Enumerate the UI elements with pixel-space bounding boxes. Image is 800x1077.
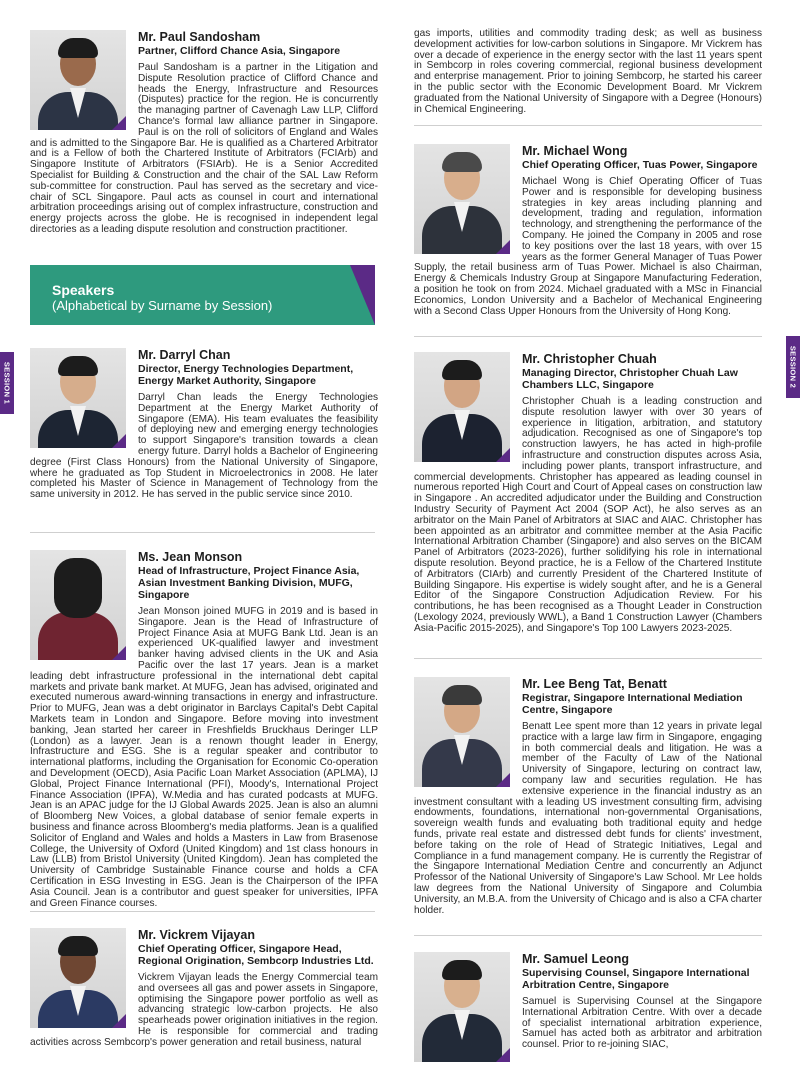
wong-photo <box>414 144 510 254</box>
banner-subtitle: (Alphabetical by Surname by Session) <box>52 298 273 313</box>
speaker-chan <box>30 348 378 501</box>
speaker-vijayan-continued <box>414 29 762 115</box>
divider <box>414 336 762 337</box>
speaker-role: Supervising Counsel, Singapore International Arbitration Centre, Singapore <box>522 967 750 991</box>
session-1-tab: SESSION 1 <box>0 352 14 414</box>
speaker-role: Director, Energy Technologies Department, Energy Market Authority, Singapore <box>138 363 354 387</box>
speaker-name: Mr. Darryl Chan <box>138 348 231 362</box>
speaker-sandosham <box>30 30 378 236</box>
speaker-chuah <box>414 352 762 635</box>
speaker-role: Partner, Clifford Chance Asia, Singapore <box>138 45 341 57</box>
speaker-bio: Darryl Chan leads the Energy Technologies Department at the Energy Market Authority of Singapore (EMA). His team evaluates the feasibility of deploying new and emerging energy technologies to support Singapore's transition towards a clean energy future. Darryl holds a Bachelor of Engineering degree (First Class Honours) from the National University of Singapore, where he graduated as Top Student in Microelectronics in 2008. He later completed his Master of Science in Management of Technology from the same university in 2012. He has served in the public service since 2010. <box>30 392 378 501</box>
speakers-banner <box>30 265 375 325</box>
session-2-tab: SESSION 2 <box>786 336 800 398</box>
leong-photo <box>414 952 510 1062</box>
sandosham-photo <box>30 30 126 130</box>
divider <box>414 125 762 126</box>
monson-photo <box>30 550 126 660</box>
speaker-leong <box>414 952 762 1066</box>
speaker-bio: Jean Monson joined MUFG in 2019 and is based in Singapore. Jean is the Head of Infrastructure of Project Finance Asia at MUFG Bank Ltd. Jean is an experienced UK-qualified lawyer and investment banker having advised clients in the UK and Asia Pacific over the last 17 years. Jean is a market leading debt infrastructure professional in the international debt capital markets and private bank market. At MUFG, Jean has advised, originated and executed numerous award-winning transactions in energy and infrastructure. Prior to MUFG, Jean was a debt originator in Barclays Capital's Debt Capital Markets team in London and Singapore. Before moving into investment banking, Jean started her career in Freshfields Bruckhaus Deringer LLP (London) as a lawyer. Jean is a renown thought leader in Energy, Infrastructure and ESG. She is a regular speaker and contributor to international platforms, including the Organisation for Economic Co-operation and Development (OECD), Asia Pacific Loan Market Association (APLMA), IJ Global, Project Finance International (PFI), Moody's, International Project Finance Association (IPFA), W.Media and has curated podcasts at MUFG. Jean is an APAC judge for the IJ Global Awards 2025. Jean is also an alumni of Bloomberg New Voices, a global database of senior female experts in business and finance across Bloomberg's media platforms. Jean is a qualified Solicitor of England and Wales and holds a Masters in Law from Brasenose College, the University of Oxford (United Kingdom) and 1st class honours in Law (LLB) from Bristol University (United Kingdom). Jean has completed the University of Cambridge Sustainable Finance course and holds a CFA Certification in ESG Investing in ESG. Jean is the Chairperson of the IPFA Asia Council. Jean is a contributor and guest speaker for universities, IPFA and Green Finance courses. <box>30 606 378 909</box>
vijayan-photo <box>30 928 126 1028</box>
divider <box>414 935 762 936</box>
speaker-role: Chief Operating Officer, Singapore Head, Regional Origination, Sembcorp Industries Ltd. <box>138 943 374 967</box>
speaker-bio: Vickrem Vijayan leads the Energy Commercial team and oversees all gas and power assets in Singapore, optimising the Singapore power portfolio as well as advancing strategic low-carbon projects. He also spearheads power origination initiatives in the region. He is responsible for commercial and trading activities across Sembcorp's power generation and retail business, natural <box>30 972 378 1048</box>
speaker-name: Mr. Lee Beng Tat, Benatt <box>522 677 667 691</box>
speaker-name: Ms. Jean Monson <box>138 550 243 564</box>
chan-photo <box>30 348 126 448</box>
speaker-role: Head of Infrastructure, Project Finance Asia, Asian Investment Banking Division, MUFG, Singapore <box>138 565 360 601</box>
speaker-bio: Benatt Lee spent more than 12 years in private legal practice with a large law firm in Singapore, engaging in both commercial deals and litigation. He was a member of the Faculty of Law of the National University of Singapore, lecturing on contract law, company law and securities regulation. He has extensive experience in the financial industry as an investment consultant with a leading US investment consulting firm, advising endowments, foundations, international non-governmental Organisations, sovereign wealth funds and evaluating both traditional equity and hedge funds, private real estate and distressed debt funds for clients' investment, before taking on the role of Head of Strategic Initiatives, Legal and Compliance in a fund management company. He is currently the Registrar of the Singapore International Mediation Centre and concurrently an Adjunct Professor of the National University of Singapore's Law School. Mr Lee holds law degrees from the National University of Singapore and Columbia University, an M.B.A. from the University of Chicago and is also a CFA charter holder. <box>414 721 762 916</box>
lee-photo <box>414 677 510 787</box>
banner-title: Speakers <box>52 282 115 298</box>
speaker-bio: Samuel is Supervising Counsel at the Singapore International Arbitration Centre. With over a decade of specialist international arbitration experience, Samuel has acted both as arbitrator and arbitration counsel. Prior to re-joining SIAC, <box>522 996 762 1051</box>
speaker-bio-continued: gas imports, utilities and commodity trading desk; as well as business development activities for low-carbon solutions in Singapore. Mr Vickrem has over a decade of experience in the energy sector with the last 11 years spent in Sembcorp in roles covering commercial, regional business development and enterprise management. Prior to joining Sembcorp, he started his career in the public sector with the Economic Development Board. Mr Vickrem graduated from the National University of Singapore with a Degree (Honours) in Chemical Engineering. <box>414 28 762 115</box>
speaker-name: Mr. Michael Wong <box>522 144 628 158</box>
divider <box>414 658 762 659</box>
speaker-monson <box>30 550 378 909</box>
divider <box>30 532 375 533</box>
speaker-vijayan <box>30 928 378 1049</box>
speaker-role: Chief Operating Officer, Tuas Power, Singapore <box>522 159 758 171</box>
divider <box>30 911 375 912</box>
speaker-name: Mr. Vickrem Vijayan <box>138 928 255 942</box>
speaker-bio: Paul Sandosham is a partner in the Litigation and Dispute Resolution practice of Clifford Chance and heads the Energy, Infrastructure and Resources (Disputes) practice for the region. He is concurrently the managing partner of Cavenagh Law LLP, Clifford Chance's formal law alliance partner in Singapore. Paul is on the roll of solicitors of England and Wales and is admitted to the Singapore Bar. He is qualified as a Chartered Arbitrator and is a Fellow of both the Chartered Institute of Arbitrators (FCIArb) and Singapore Institute of Arbitrators (FSIArb). He is a Senior Accredited Specialist for Building & Construction and the chair of the SAL Law Reform sub-committee for construction. Paul has served as the secretary and vice-chair of SCL Singapore. Paul acts as counsel in court and international arbitration proceedings arising out of complex infrastructure, construction and energy projects across the globe. He is recognised in independent legal directories as a leading dispute resolution and construction practitioner. <box>30 62 378 235</box>
speaker-wong <box>414 144 762 317</box>
speaker-name: Mr. Paul Sandosham <box>138 30 261 44</box>
speaker-bio: Christopher Chuah is a leading construction and dispute resolution lawyer with over 30 years of experience in litigation, arbitration, and statutory adjudication. Recognised as one of Singapore's top construction lawyers, he has acted in high-profile infrastructure and construction disputes across Asia, including power plants, transport infrastructure, and commercial developments. Christopher has appeared as leading counsel in numerous reported High Court and Court of Appeal cases on construction law in Singapore . An accredited adjudicator under the Building and Construction Industry Security of Payment Act 2004 (SOP Act), he also serves as an arbitrator on the Main Panel of Arbitrators at SIAC and AIAC. Christopher has been appointed as an arbitrator and committee member at the Asia Pacific International Arbitration Chamber (Singapore) and also serves on the BICAM Panel of Arbitrators (2023-2026), further solidifying his role in international dispute resolution. Beyond practice, he is a Fellow of the Chartered Institute of Arbitrators (CIArb) and currently President of the Chartered Institute of Building Singapore. His expertise is widely sought after, and he is a General Editor of the Singapore Construction Adjudication Review. For his contributions, he has been recognised as a Thought Leader in Construction (Lexology 2024, previously WWL), a Band 1 Construction Lawyer (Chambers Asia-Pacific 2015-2025), and Singapore's Top 100 Lawyers 2023-2025. <box>414 396 762 634</box>
speaker-name: Mr. Samuel Leong <box>522 952 629 966</box>
speaker-role: Managing Director, Christopher Chuah Law Chambers LLC, Singapore <box>522 367 738 391</box>
speaker-lee <box>414 677 762 916</box>
speaker-bio: Michael Wong is Chief Operating Officer of Tuas Power and is responsible for developing business strategies in key areas including planning and development, trading and regulation, information technology, and strengthening the performance of the Company. He joined the Company in 2005 and rose to key positions over the last 18 years, with over 15 years as the former General Manager of Tuas Power Supply, the retail business arm of Tuas Power. Michael is also Chairman, Energy & Chemicals Industry Group at Singapore Manufacturing Federation, a position he took on from 2024. Michael graduated with a MSc in Financial Economics, London University and a Bachelor of Mechanical Engineering with a Second Class Upper Honours from the University of Hong Kong. <box>414 176 762 317</box>
speaker-name: Mr. Christopher Chuah <box>522 352 657 366</box>
speaker-role: Registrar, Singapore International Mediation Centre, Singapore <box>522 692 743 716</box>
chuah-photo <box>414 352 510 462</box>
